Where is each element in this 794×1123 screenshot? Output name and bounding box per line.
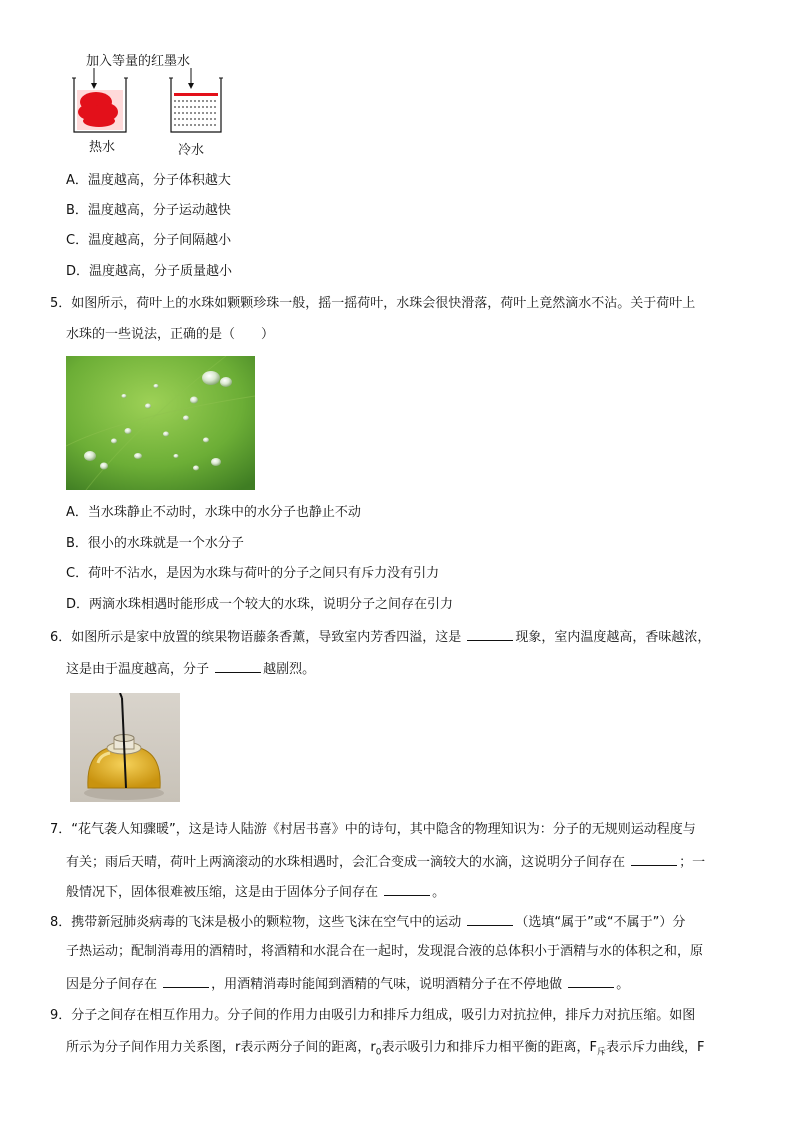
q5-option-c: C．荷叶不沾水，是因为水珠与荷叶的分子之间只有斥力没有引力	[66, 566, 440, 581]
beaker-top-label: 加入等量的红墨水	[86, 54, 191, 69]
q8-blank-2	[163, 975, 209, 988]
q8-blank-1	[467, 913, 513, 926]
hot-water-label: 热水	[89, 140, 116, 155]
q8-text-1b: （选填“属于”或“不属于”）分	[515, 915, 686, 930]
q7-blank-1	[631, 853, 677, 866]
q6-stem-line2	[66, 660, 315, 678]
q7-text-2b: ；一	[679, 855, 706, 870]
q8-blank-3	[568, 975, 614, 988]
lotus-leaf-photo	[66, 356, 255, 490]
q4-option-d: D．温度越高，分子质量越小	[66, 264, 233, 279]
q7-stem-line3	[66, 883, 445, 901]
q5-stem-line1: 5．如图所示，荷叶上的水珠如颗颗珍珠一般，摇一摇荷叶，水珠会很快滑落，荷叶上竟然滴水不沾。关于荷叶上	[50, 296, 696, 311]
q7-blank-2	[384, 883, 430, 896]
cold-water-label: 冷水	[178, 143, 205, 158]
q8-text-3a: 因是分子间存在	[66, 977, 162, 992]
beaker-figure	[66, 46, 246, 158]
q4-option-b: B．温度越高，分子运动越快	[66, 203, 231, 218]
q9-text-2c: 表示斥力曲线，F	[605, 1040, 705, 1055]
q9-stem-line1: 9．分子之间存在相互作用力。分子间的作用力由吸引力和排斥力组成，吸引力对抗拉伸，排斥力对抗压缩。如图	[50, 1008, 696, 1023]
q6-stem-line1	[50, 628, 710, 646]
q8-text-3b: ，用酒精消毒时能闻到酒精的气味，说明酒精分子在不停地做	[211, 977, 567, 992]
q8-text-1a: 8．携带新冠肺炎病毒的飞沫是极小的颗粒物，这些飞沫在空气中的运动	[50, 915, 466, 930]
reed-diffuser-photo	[70, 693, 180, 802]
q9-sub-0: 0	[375, 1047, 382, 1058]
q6-text-2a: 这是由于温度越高，分子	[66, 662, 214, 677]
q8-stem-line2: 子热运动；配制消毒用的酒精时，将酒精和水混合在一起时，发现混合液的总体积小于酒精与水的体积之和，原	[66, 944, 704, 959]
q7-stem-line2	[66, 853, 705, 871]
q6-text-1a: 6．如图所示是家中放置的缤果物语藤条香薰，导致室内芳香四溢，这是	[50, 630, 466, 645]
q4-option-c: C．温度越高，分子间隔越小	[66, 233, 232, 248]
q6-text-2b: 越剧烈。	[263, 662, 316, 677]
q6-blank-2	[215, 660, 261, 673]
beakers-illustration	[66, 66, 246, 138]
q5-option-a: A．当水珠静止不动时，水珠中的水分子也静止不动	[66, 505, 361, 520]
q9-text-2b: 表示吸引力和排斥力相平衡的距离，F	[381, 1040, 597, 1055]
q7-text-2a: 有关；雨后天晴，荷叶上两滴滚动的水珠相遇时，会汇合变成一滴较大的水滴，这说明分子间存在	[66, 855, 630, 870]
q4-option-a: A．温度越高，分子体积越大	[66, 173, 231, 188]
q9-sub-1: 斥	[596, 1047, 606, 1058]
q8-stem-line3	[66, 975, 629, 993]
q5-option-b: B．很小的水珠就是一个水分子	[66, 536, 244, 551]
q6-text-1b: 现象，室内温度越高，香味越浓，	[515, 630, 711, 645]
q7-text-3b: 。	[432, 885, 446, 900]
q7-stem-line1: 7．“花气袭人知骤暖”，这是诗人陆游《村居书喜》中的诗句，其中隐含的物理知识为：分子的无规则运动程度与	[50, 822, 696, 837]
q9-text-2a: 所示为分子间作用力关系图，r表示两分子间的距离，r	[66, 1040, 376, 1055]
q5-option-d: D．两滴水珠相遇时能形成一个较大的水珠，说明分子之间存在引力	[66, 597, 454, 612]
q5-stem-line2: 水珠的一些说法，正确的是（ ）	[66, 327, 275, 342]
q8-stem-line1	[50, 913, 685, 931]
q9-stem-line2	[66, 1040, 704, 1061]
q8-text-3c: 。	[616, 977, 630, 992]
q6-blank-1	[467, 628, 513, 641]
q7-text-3a: 般情况下，固体很难被压缩，这是由于固体分子间存在	[66, 885, 383, 900]
